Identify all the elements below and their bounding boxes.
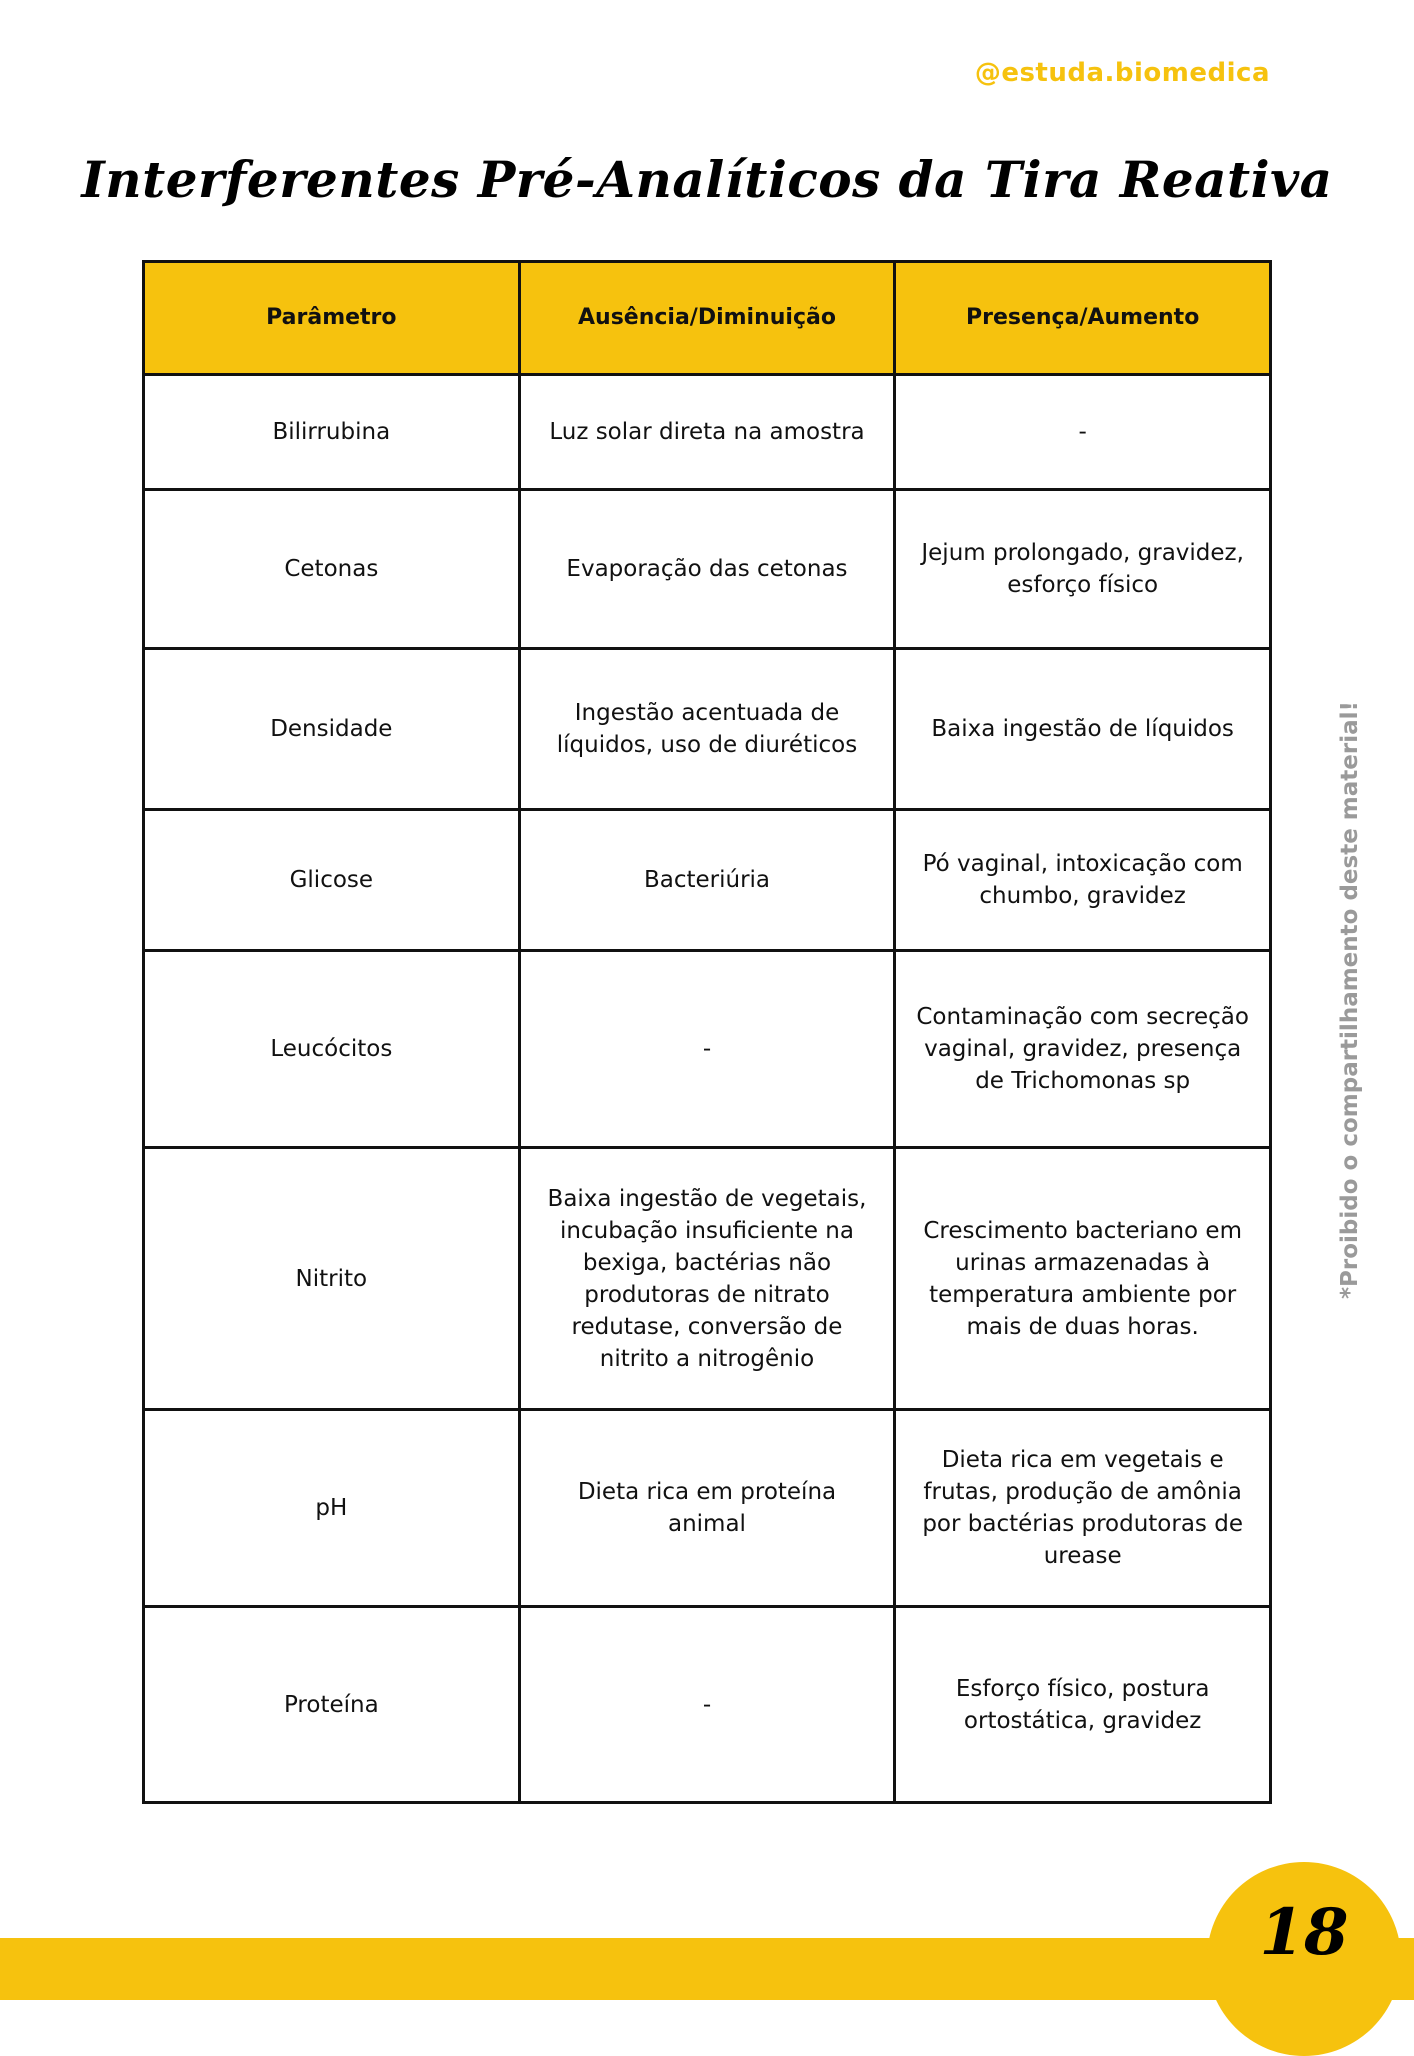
table-row (144, 1410, 1271, 1607)
table-row (144, 810, 1271, 951)
absence-cell: Evaporação das cetonas (519, 490, 895, 649)
parameter-cell: Glicose (144, 810, 520, 951)
absence-cell: Baixa ingestão de vegetais, incubação insuficiente na bexiga, bactérias não produtoras de nitrato redutase, conversão de nitrito a nitrogênio (519, 1148, 895, 1410)
presence-cell: Baixa ingestão de líquidos (895, 649, 1271, 810)
absence-cell: Ingestão acentuada de líquidos, uso de diuréticos (519, 649, 895, 810)
copyright-notice: *Proibido o compartilhamento deste material! (1337, 700, 1363, 1300)
table-row (144, 951, 1271, 1148)
presence-cell: Jejum prolongado, gravidez, esforço físico (895, 490, 1271, 649)
absence-cell: - (519, 951, 895, 1148)
table-row (144, 375, 1271, 490)
table-row (144, 490, 1271, 649)
page-number: 18 (1259, 1895, 1349, 1970)
absence-cell: Luz solar direta na amostra (519, 375, 895, 490)
interferents-table (142, 260, 1272, 1804)
absence-cell: Bacteriúria (519, 810, 895, 951)
presence-cell: Esforço físico, postura ortostática, gravidez (895, 1607, 1271, 1803)
presence-cell: - (895, 375, 1271, 490)
table-row (144, 1607, 1271, 1803)
footer-bar (0, 1938, 1414, 2000)
column-header-absence-decrease: Ausência/Diminuição (519, 262, 895, 375)
parameter-cell: Leucócitos (144, 951, 520, 1148)
table-row (144, 1148, 1271, 1410)
parameter-cell: Nitrito (144, 1148, 520, 1410)
presence-cell: Crescimento bacteriano em urinas armazenadas à temperatura ambiente por mais de duas horas. (895, 1148, 1271, 1410)
parameter-cell: Bilirrubina (144, 375, 520, 490)
presence-cell: Dieta rica em vegetais e frutas, produção de amônia por bactérias produtoras de urease (895, 1410, 1271, 1607)
table-row (144, 649, 1271, 810)
presence-cell: Contaminação com secreção vaginal, gravidez, presença de Trichomonas sp (895, 951, 1271, 1148)
parameter-cell: Cetonas (144, 490, 520, 649)
presence-cell: Pó vaginal, intoxicação com chumbo, gravidez (895, 810, 1271, 951)
parameter-cell: Proteína (144, 1607, 520, 1803)
parameter-cell: pH (144, 1410, 520, 1607)
absence-cell: - (519, 1607, 895, 1803)
page-title: Interferentes Pré-Analíticos da Tira Reativa (81, 150, 1333, 209)
column-header-parameter: Parâmetro (144, 262, 520, 375)
instagram-handle: @estuda.biomedica (974, 58, 1270, 88)
absence-cell: Dieta rica em proteína animal (519, 1410, 895, 1607)
table-header-row (144, 262, 1271, 375)
column-header-presence-increase: Presença/Aumento (895, 262, 1271, 375)
parameter-cell: Densidade (144, 649, 520, 810)
